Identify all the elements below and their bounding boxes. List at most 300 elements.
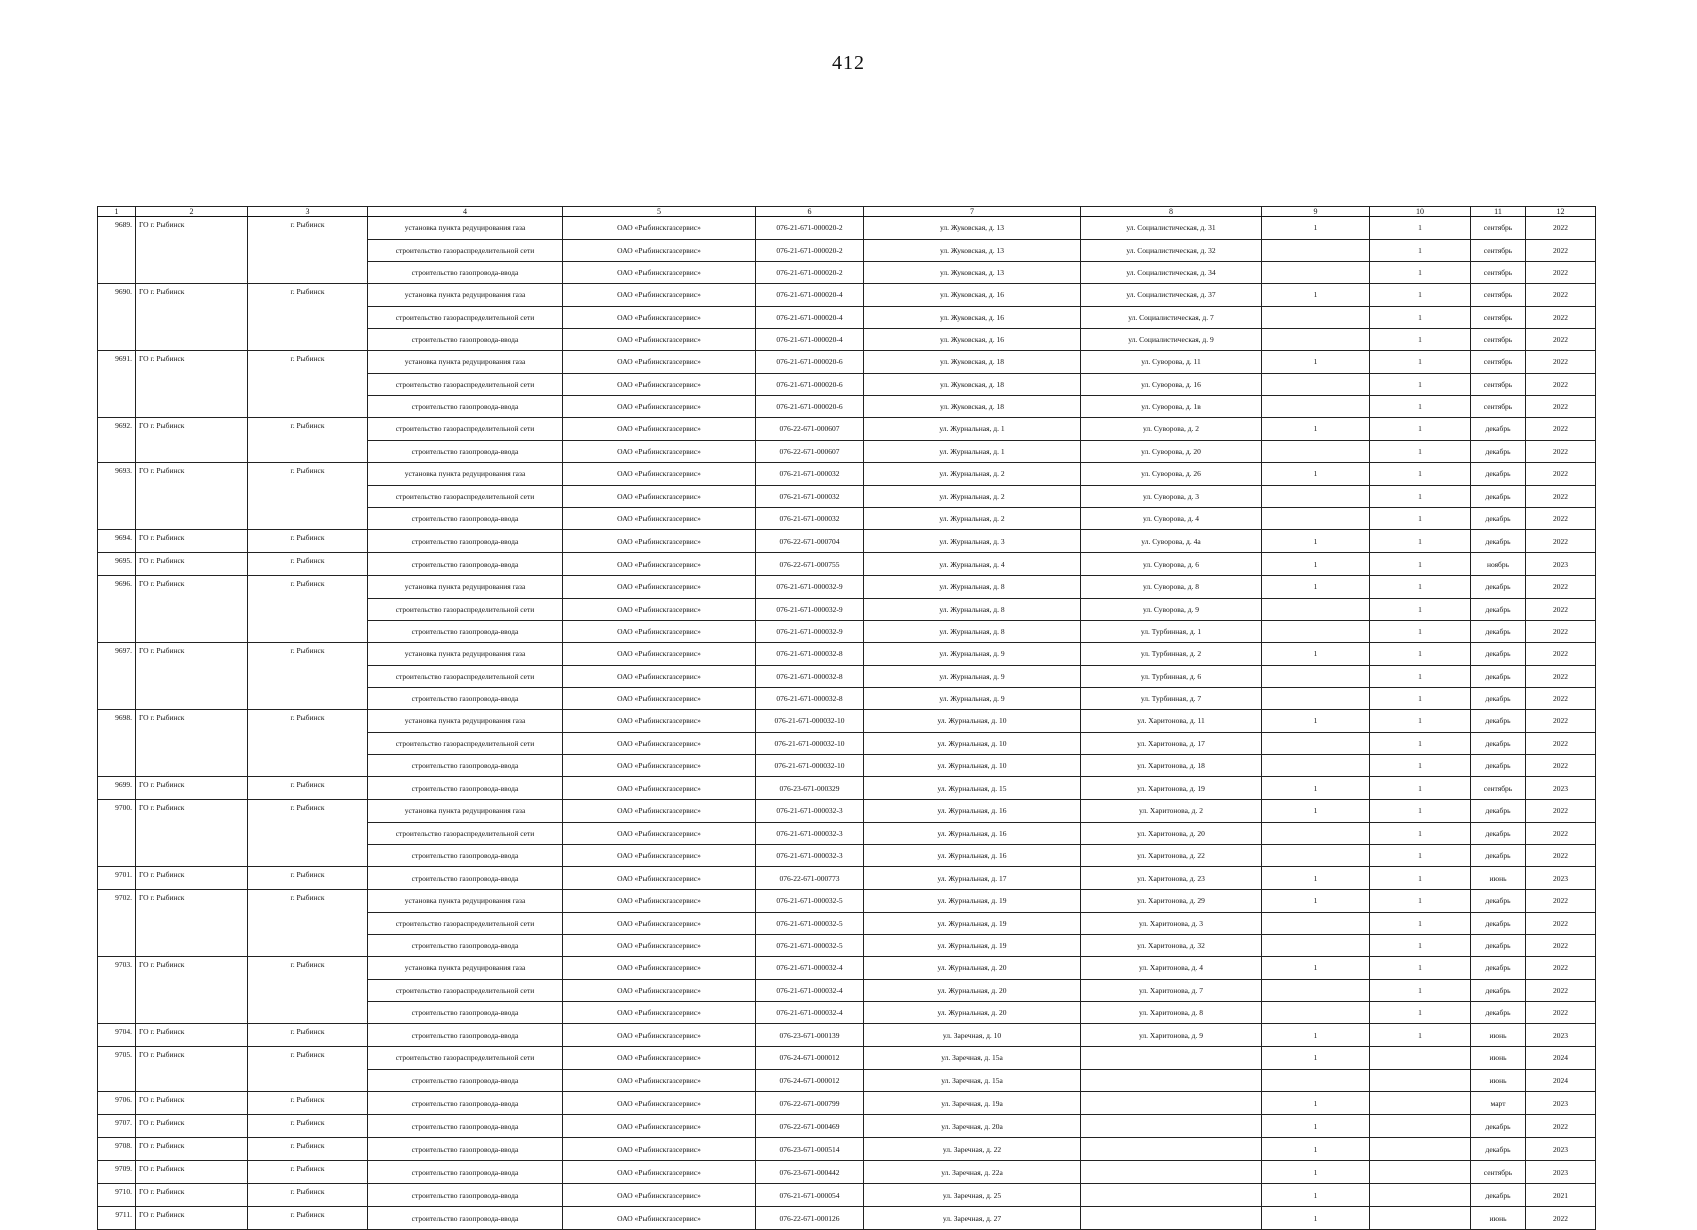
municipality-cell <box>136 665 248 687</box>
address-to-cell: ул. Социалистическая, д. 31 <box>1081 217 1262 240</box>
address-to-cell: ул. Суворова, д. 4 <box>1081 507 1262 530</box>
city-cell: г. Рыбинск <box>248 867 368 890</box>
municipality-cell: ГО г. Рыбинск <box>136 351 248 374</box>
work-cell: строительство газораспределительной сети <box>368 912 563 934</box>
address-from-cell: ул. Жуковская, д. 13 <box>864 217 1081 240</box>
municipality-cell <box>136 732 248 754</box>
address-from-cell: ул. Заречная, д. 22а <box>864 1161 1081 1184</box>
row-number-cell: 9706. <box>98 1092 136 1115</box>
count-b-cell <box>1370 1069 1471 1092</box>
table-row <box>98 1115 1596 1138</box>
row-number-cell: 9708. <box>98 1138 136 1161</box>
count-b-cell: 1 <box>1370 261 1471 284</box>
work-cell: строительство газопровода-ввода <box>368 1092 563 1115</box>
registry-number-cell: 076-22-671-000469 <box>756 1115 864 1138</box>
table-row <box>98 800 1596 823</box>
year-cell: 2022 <box>1526 306 1596 328</box>
address-from-cell: ул. Заречная, д. 20а <box>864 1115 1081 1138</box>
year-cell: 2022 <box>1526 239 1596 261</box>
work-cell: установка пункта редуцирования газа <box>368 576 563 599</box>
count-b-cell: 1 <box>1370 553 1471 576</box>
address-to-cell <box>1081 1115 1262 1138</box>
header-row <box>98 207 1596 217</box>
count-a-cell: 1 <box>1262 1092 1370 1115</box>
city-cell <box>248 239 368 261</box>
row-number-cell <box>98 844 136 867</box>
table-row <box>98 957 1596 980</box>
work-cell: строительство газопровода-ввода <box>368 777 563 800</box>
table-row <box>98 710 1596 733</box>
year-cell: 2022 <box>1526 328 1596 351</box>
municipality-cell: ГО г. Рыбинск <box>136 1047 248 1070</box>
work-cell: строительство газопровода-ввода <box>368 934 563 957</box>
year-cell: 2022 <box>1526 643 1596 666</box>
address-from-cell: ул. Журнальная, д. 8 <box>864 598 1081 620</box>
count-b-cell <box>1370 1161 1471 1184</box>
address-to-cell <box>1081 1047 1262 1070</box>
count-b-cell: 1 <box>1370 844 1471 867</box>
count-a-cell <box>1262 822 1370 844</box>
organization-cell: ОАО «Рыбинскгазсервис» <box>563 934 756 957</box>
year-cell: 2022 <box>1526 1115 1596 1138</box>
year-cell: 2022 <box>1526 284 1596 307</box>
count-b-cell: 1 <box>1370 912 1471 934</box>
month-cell: декабрь <box>1471 598 1526 620</box>
registry-number-cell: 076-21-671-000032 <box>756 507 864 530</box>
row-number-cell: 9696. <box>98 576 136 599</box>
address-from-cell: ул. Жуковская, д. 16 <box>864 306 1081 328</box>
organization-cell: ОАО «Рыбинскгазсервис» <box>563 620 756 643</box>
row-number-cell: 9700. <box>98 800 136 823</box>
table-row <box>98 217 1596 240</box>
municipality-cell: ГО г. Рыбинск <box>136 1138 248 1161</box>
month-cell: декабрь <box>1471 1115 1526 1138</box>
count-a-cell: 1 <box>1262 463 1370 486</box>
organization-cell: ОАО «Рыбинскгазсервис» <box>563 507 756 530</box>
row-number-cell: 9702. <box>98 890 136 913</box>
count-a-cell <box>1262 440 1370 463</box>
row-number-cell: 9695. <box>98 553 136 576</box>
city-cell <box>248 934 368 957</box>
municipality-cell: ГО г. Рыбинск <box>136 890 248 913</box>
row-number-cell <box>98 440 136 463</box>
address-to-cell: ул. Харитонова, д. 11 <box>1081 710 1262 733</box>
month-cell: декабрь <box>1471 687 1526 710</box>
year-cell: 2023 <box>1526 1138 1596 1161</box>
municipality-cell <box>136 373 248 395</box>
address-to-cell: ул. Суворова, д. 4а <box>1081 530 1262 553</box>
column-header: 5 <box>563 207 756 217</box>
count-a-cell <box>1262 665 1370 687</box>
count-b-cell <box>1370 1047 1471 1070</box>
organization-cell: ОАО «Рыбинскгазсервис» <box>563 732 756 754</box>
city-cell <box>248 912 368 934</box>
month-cell: декабрь <box>1471 440 1526 463</box>
work-cell: строительство газораспределительной сети <box>368 598 563 620</box>
month-cell: декабрь <box>1471 1184 1526 1207</box>
year-cell: 2022 <box>1526 1001 1596 1024</box>
month-cell: июнь <box>1471 1069 1526 1092</box>
work-cell: строительство газопровода-ввода <box>368 328 563 351</box>
work-cell: строительство газораспределительной сети <box>368 418 563 441</box>
table-row <box>98 890 1596 913</box>
city-cell <box>248 687 368 710</box>
municipality-cell <box>136 844 248 867</box>
count-b-cell: 1 <box>1370 598 1471 620</box>
count-a-cell <box>1262 261 1370 284</box>
municipality-cell <box>136 979 248 1001</box>
address-to-cell: ул. Суворова, д. 26 <box>1081 463 1262 486</box>
column-header: 1 <box>98 207 136 217</box>
year-cell: 2022 <box>1526 507 1596 530</box>
month-cell: декабрь <box>1471 507 1526 530</box>
row-number-cell: 9699. <box>98 777 136 800</box>
municipality-cell <box>136 507 248 530</box>
year-cell: 2022 <box>1526 576 1596 599</box>
address-from-cell: ул. Журнальная, д. 9 <box>864 687 1081 710</box>
count-a-cell: 1 <box>1262 351 1370 374</box>
table-row <box>98 507 1596 530</box>
address-from-cell: ул. Заречная, д. 22 <box>864 1138 1081 1161</box>
address-from-cell: ул. Заречная, д. 15а <box>864 1069 1081 1092</box>
organization-cell: ОАО «Рыбинскгазсервис» <box>563 440 756 463</box>
registry-number-cell: 076-21-671-000032-3 <box>756 844 864 867</box>
municipality-cell <box>136 822 248 844</box>
registry-number-cell: 076-21-671-000020-4 <box>756 284 864 307</box>
table-row <box>98 1047 1596 1070</box>
count-b-cell: 1 <box>1370 890 1471 913</box>
municipality-cell: ГО г. Рыбинск <box>136 957 248 980</box>
registry-number-cell: 076-21-671-000032-9 <box>756 598 864 620</box>
address-to-cell: ул. Харитонова, д. 4 <box>1081 957 1262 980</box>
table-row <box>98 979 1596 1001</box>
row-number-cell: 9709. <box>98 1161 136 1184</box>
month-cell: декабрь <box>1471 1138 1526 1161</box>
municipality-cell: ГО г. Рыбинск <box>136 643 248 666</box>
city-cell: г. Рыбинск <box>248 553 368 576</box>
address-from-cell: ул. Жуковская, д. 18 <box>864 395 1081 418</box>
address-to-cell: ул. Социалистическая, д. 37 <box>1081 284 1262 307</box>
address-to-cell: ул. Харитонова, д. 8 <box>1081 1001 1262 1024</box>
count-b-cell: 1 <box>1370 440 1471 463</box>
year-cell: 2022 <box>1526 957 1596 980</box>
table-row <box>98 351 1596 374</box>
address-to-cell: ул. Харитонова, д. 20 <box>1081 822 1262 844</box>
address-from-cell: ул. Жуковская, д. 13 <box>864 239 1081 261</box>
city-cell <box>248 373 368 395</box>
count-b-cell: 1 <box>1370 1024 1471 1047</box>
registry-number-cell: 076-21-671-000020-2 <box>756 217 864 240</box>
table-row <box>98 1161 1596 1184</box>
address-from-cell: ул. Журнальная, д. 1 <box>864 440 1081 463</box>
count-a-cell: 1 <box>1262 777 1370 800</box>
table-row <box>98 934 1596 957</box>
month-cell: сентябрь <box>1471 351 1526 374</box>
municipality-cell: ГО г. Рыбинск <box>136 553 248 576</box>
month-cell: декабрь <box>1471 576 1526 599</box>
registry-number-cell: 076-22-671-000799 <box>756 1092 864 1115</box>
row-number-cell: 9693. <box>98 463 136 486</box>
address-to-cell: ул. Социалистическая, д. 9 <box>1081 328 1262 351</box>
address-to-cell: ул. Харитонова, д. 22 <box>1081 844 1262 867</box>
organization-cell: ОАО «Рыбинскгазсервис» <box>563 979 756 1001</box>
month-cell: июнь <box>1471 1024 1526 1047</box>
row-number-cell <box>98 912 136 934</box>
count-b-cell <box>1370 1184 1471 1207</box>
count-b-cell: 1 <box>1370 373 1471 395</box>
table-row <box>98 620 1596 643</box>
month-cell: декабрь <box>1471 665 1526 687</box>
address-to-cell: ул. Харитонова, д. 32 <box>1081 934 1262 957</box>
municipality-cell <box>136 261 248 284</box>
registry-number-cell: 076-21-671-000032-5 <box>756 890 864 913</box>
count-a-cell: 1 <box>1262 1207 1370 1230</box>
year-cell: 2022 <box>1526 418 1596 441</box>
count-b-cell: 1 <box>1370 800 1471 823</box>
registry-number-cell: 076-22-671-000755 <box>756 553 864 576</box>
count-b-cell: 1 <box>1370 284 1471 307</box>
count-a-cell: 1 <box>1262 710 1370 733</box>
municipality-cell: ГО г. Рыбинск <box>136 217 248 240</box>
registry-number-cell: 076-22-671-000607 <box>756 418 864 441</box>
municipality-cell: ГО г. Рыбинск <box>136 1092 248 1115</box>
month-cell: декабрь <box>1471 822 1526 844</box>
row-number-cell: 9704. <box>98 1024 136 1047</box>
municipality-cell: ГО г. Рыбинск <box>136 463 248 486</box>
registry-number-cell: 076-22-671-000773 <box>756 867 864 890</box>
work-cell: строительство газопровода-ввода <box>368 261 563 284</box>
registry-number-cell: 076-21-671-000032-10 <box>756 754 864 777</box>
address-to-cell: ул. Харитонова, д. 23 <box>1081 867 1262 890</box>
count-a-cell <box>1262 485 1370 507</box>
municipality-cell: ГО г. Рыбинск <box>136 1115 248 1138</box>
count-a-cell: 1 <box>1262 217 1370 240</box>
address-to-cell: ул. Харитонова, д. 18 <box>1081 754 1262 777</box>
count-b-cell: 1 <box>1370 643 1471 666</box>
organization-cell: ОАО «Рыбинскгазсервис» <box>563 328 756 351</box>
work-cell: строительство газопровода-ввода <box>368 867 563 890</box>
city-cell: г. Рыбинск <box>248 1024 368 1047</box>
work-cell: установка пункта редуцирования газа <box>368 217 563 240</box>
table-row <box>98 485 1596 507</box>
address-to-cell <box>1081 1207 1262 1230</box>
row-number-cell: 9703. <box>98 957 136 980</box>
address-from-cell: ул. Журнальная, д. 19 <box>864 934 1081 957</box>
city-cell: г. Рыбинск <box>248 957 368 980</box>
registry-number-cell: 076-21-671-000032-3 <box>756 822 864 844</box>
year-cell: 2022 <box>1526 890 1596 913</box>
registry-number-cell: 076-21-671-000020-6 <box>756 351 864 374</box>
work-cell: строительство газопровода-ввода <box>368 1024 563 1047</box>
count-a-cell: 1 <box>1262 643 1370 666</box>
address-to-cell: ул. Суворова, д. 8 <box>1081 576 1262 599</box>
year-cell: 2022 <box>1526 395 1596 418</box>
organization-cell: ОАО «Рыбинскгазсервис» <box>563 957 756 980</box>
registry-number-cell: 076-21-671-000032-10 <box>756 710 864 733</box>
year-cell: 2022 <box>1526 822 1596 844</box>
count-b-cell: 1 <box>1370 418 1471 441</box>
row-number-cell <box>98 395 136 418</box>
address-from-cell: ул. Заречная, д. 19а <box>864 1092 1081 1115</box>
month-cell: декабрь <box>1471 710 1526 733</box>
table-row <box>98 463 1596 486</box>
city-cell <box>248 598 368 620</box>
row-number-cell: 9707. <box>98 1115 136 1138</box>
organization-cell: ОАО «Рыбинскгазсервис» <box>563 890 756 913</box>
count-b-cell: 1 <box>1370 777 1471 800</box>
table-row <box>98 553 1596 576</box>
column-header: 12 <box>1526 207 1596 217</box>
count-a-cell: 1 <box>1262 530 1370 553</box>
address-to-cell: ул. Суворова, д. 1в <box>1081 395 1262 418</box>
work-cell: установка пункта редуцирования газа <box>368 351 563 374</box>
year-cell: 2024 <box>1526 1069 1596 1092</box>
month-cell: декабрь <box>1471 620 1526 643</box>
address-to-cell: ул. Социалистическая, д. 34 <box>1081 261 1262 284</box>
city-cell: г. Рыбинск <box>248 284 368 307</box>
year-cell: 2022 <box>1526 440 1596 463</box>
month-cell: март <box>1471 1092 1526 1115</box>
address-from-cell: ул. Жуковская, д. 16 <box>864 328 1081 351</box>
registry-number-cell: 076-23-671-000442 <box>756 1161 864 1184</box>
city-cell <box>248 306 368 328</box>
city-cell <box>248 732 368 754</box>
work-cell: строительство газопровода-ввода <box>368 1115 563 1138</box>
row-number-cell: 9694. <box>98 530 136 553</box>
address-to-cell: ул. Суворова, д. 20 <box>1081 440 1262 463</box>
month-cell: сентябрь <box>1471 284 1526 307</box>
count-b-cell <box>1370 1207 1471 1230</box>
count-a-cell <box>1262 395 1370 418</box>
organization-cell: ОАО «Рыбинскгазсервис» <box>563 395 756 418</box>
row-number-cell <box>98 822 136 844</box>
month-cell: декабрь <box>1471 934 1526 957</box>
organization-cell: ОАО «Рыбинскгазсервис» <box>563 598 756 620</box>
month-cell: июнь <box>1471 1207 1526 1230</box>
month-cell: декабрь <box>1471 844 1526 867</box>
table-row <box>98 418 1596 441</box>
organization-cell: ОАО «Рыбинскгазсервис» <box>563 800 756 823</box>
month-cell: сентябрь <box>1471 239 1526 261</box>
organization-cell: ОАО «Рыбинскгазсервис» <box>563 867 756 890</box>
work-cell: установка пункта редуцирования газа <box>368 890 563 913</box>
registry-number-cell: 076-21-671-000054 <box>756 1184 864 1207</box>
address-to-cell: ул. Суворова, д. 11 <box>1081 351 1262 374</box>
count-b-cell: 1 <box>1370 217 1471 240</box>
month-cell: декабрь <box>1471 800 1526 823</box>
month-cell: ноябрь <box>1471 553 1526 576</box>
count-b-cell: 1 <box>1370 239 1471 261</box>
work-cell: строительство газопровода-ввода <box>368 1184 563 1207</box>
registry-number-cell: 076-21-671-000020-6 <box>756 373 864 395</box>
city-cell <box>248 328 368 351</box>
municipality-cell <box>136 620 248 643</box>
month-cell: декабрь <box>1471 530 1526 553</box>
organization-cell: ОАО «Рыбинскгазсервис» <box>563 665 756 687</box>
count-b-cell: 1 <box>1370 530 1471 553</box>
city-cell: г. Рыбинск <box>248 1092 368 1115</box>
row-number-cell <box>98 1069 136 1092</box>
row-number-cell <box>98 979 136 1001</box>
address-to-cell: ул. Турбинная, д. 1 <box>1081 620 1262 643</box>
address-to-cell: ул. Суворова, д. 3 <box>1081 485 1262 507</box>
organization-cell: ОАО «Рыбинскгазсервис» <box>563 844 756 867</box>
work-cell: строительство газораспределительной сети <box>368 485 563 507</box>
address-from-cell: ул. Журнальная, д. 15 <box>864 777 1081 800</box>
organization-cell: ОАО «Рыбинскгазсервис» <box>563 485 756 507</box>
registry-number-cell: 076-24-671-000012 <box>756 1047 864 1070</box>
address-from-cell: ул. Жуковская, д. 16 <box>864 284 1081 307</box>
municipality-cell <box>136 687 248 710</box>
row-number-cell: 9689. <box>98 217 136 240</box>
municipality-cell <box>136 485 248 507</box>
count-a-cell: 1 <box>1262 890 1370 913</box>
city-cell: г. Рыбинск <box>248 890 368 913</box>
work-cell: строительство газопровода-ввода <box>368 553 563 576</box>
registry-number-cell: 076-21-671-000032-4 <box>756 979 864 1001</box>
organization-cell: ОАО «Рыбинскгазсервис» <box>563 687 756 710</box>
count-a-cell: 1 <box>1262 553 1370 576</box>
row-number-cell <box>98 485 136 507</box>
address-to-cell: ул. Харитонова, д. 19 <box>1081 777 1262 800</box>
count-b-cell: 1 <box>1370 576 1471 599</box>
count-a-cell <box>1262 1069 1370 1092</box>
organization-cell: ОАО «Рыбинскгазсервис» <box>563 463 756 486</box>
count-a-cell <box>1262 732 1370 754</box>
city-cell: г. Рыбинск <box>248 1161 368 1184</box>
count-a-cell: 1 <box>1262 284 1370 307</box>
row-number-cell <box>98 598 136 620</box>
table-row <box>98 239 1596 261</box>
address-from-cell: ул. Журнальная, д. 10 <box>864 754 1081 777</box>
municipality-cell <box>136 912 248 934</box>
table-row <box>98 576 1596 599</box>
count-b-cell: 1 <box>1370 710 1471 733</box>
city-cell: г. Рыбинск <box>248 351 368 374</box>
month-cell: декабрь <box>1471 754 1526 777</box>
municipality-cell: ГО г. Рыбинск <box>136 1184 248 1207</box>
address-from-cell: ул. Журнальная, д. 8 <box>864 620 1081 643</box>
table-row <box>98 306 1596 328</box>
organization-cell: ОАО «Рыбинскгазсервис» <box>563 306 756 328</box>
city-cell: г. Рыбинск <box>248 217 368 240</box>
city-cell <box>248 1069 368 1092</box>
row-number-cell <box>98 239 136 261</box>
address-from-cell: ул. Жуковская, д. 18 <box>864 351 1081 374</box>
work-cell: строительство газопровода-ввода <box>368 687 563 710</box>
municipality-cell <box>136 395 248 418</box>
organization-cell: ОАО «Рыбинскгазсервис» <box>563 351 756 374</box>
month-cell: декабрь <box>1471 643 1526 666</box>
address-to-cell: ул. Социалистическая, д. 7 <box>1081 306 1262 328</box>
municipality-cell: ГО г. Рыбинск <box>136 800 248 823</box>
city-cell: г. Рыбинск <box>248 1184 368 1207</box>
work-cell: строительство газопровода-ввода <box>368 754 563 777</box>
address-from-cell: ул. Журнальная, д. 19 <box>864 912 1081 934</box>
work-cell: строительство газопровода-ввода <box>368 620 563 643</box>
organization-cell: ОАО «Рыбинскгазсервис» <box>563 777 756 800</box>
count-a-cell: 1 <box>1262 957 1370 980</box>
row-number-cell: 9701. <box>98 867 136 890</box>
month-cell: сентябрь <box>1471 306 1526 328</box>
work-cell: строительство газопровода-ввода <box>368 844 563 867</box>
row-number-cell: 9705. <box>98 1047 136 1070</box>
year-cell: 2022 <box>1526 463 1596 486</box>
count-b-cell: 1 <box>1370 395 1471 418</box>
address-to-cell: ул. Харитонова, д. 2 <box>1081 800 1262 823</box>
organization-cell: ОАО «Рыбинскгазсервис» <box>563 754 756 777</box>
municipality-cell: ГО г. Рыбинск <box>136 777 248 800</box>
